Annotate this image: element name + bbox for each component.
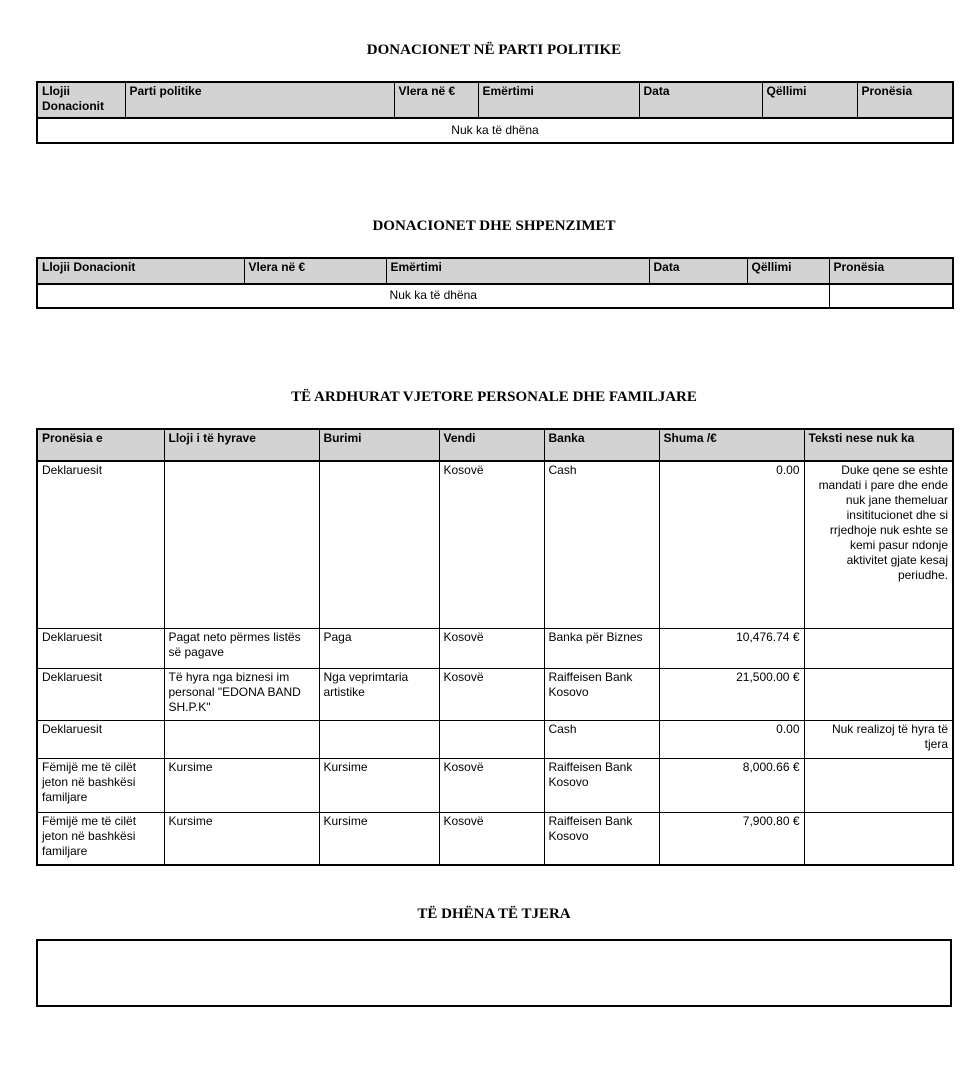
bank-cell: Raiffeisen Bank Kosovo bbox=[544, 668, 659, 720]
bank-cell: Raiffeisen Bank Kosovo bbox=[544, 812, 659, 865]
annual-income-table bbox=[36, 428, 954, 866]
source-cell bbox=[319, 720, 439, 758]
amount-cell: 7,900.80 € bbox=[659, 812, 804, 865]
ownership-cell: Deklaruesit bbox=[37, 720, 164, 758]
table-row bbox=[37, 668, 953, 720]
table-header-row bbox=[37, 258, 953, 284]
no-data-cell: Nuk ka të dhëna bbox=[37, 118, 953, 143]
column-header: Pronësia bbox=[857, 82, 953, 118]
donations-parties-table bbox=[36, 81, 954, 144]
table-row bbox=[37, 118, 953, 143]
amount-cell: 10,476.74 € bbox=[659, 628, 804, 668]
amount-cell: 0.00 bbox=[659, 720, 804, 758]
amount-cell: 8,000.66 € bbox=[659, 758, 804, 812]
document-page bbox=[36, 42, 952, 1007]
ownership-cell: Deklaruesit bbox=[37, 461, 164, 628]
table-header-row bbox=[37, 429, 953, 461]
amount-cell: 0.00 bbox=[659, 461, 804, 628]
country-cell: Kosovë bbox=[439, 628, 544, 668]
note-cell bbox=[804, 628, 953, 668]
income-type-cell: Kursime bbox=[164, 758, 319, 812]
column-header: Burimi bbox=[319, 429, 439, 461]
column-header: Llojii Donacionit bbox=[37, 82, 125, 118]
column-header: Pronësia e bbox=[37, 429, 164, 461]
income-type-cell: Pagat neto përmes listës së pagave bbox=[164, 628, 319, 668]
note-cell bbox=[804, 668, 953, 720]
country-cell: Kosovë bbox=[439, 812, 544, 865]
country-cell: Kosovë bbox=[439, 668, 544, 720]
no-data-cell: Nuk ka të dhëna bbox=[37, 284, 829, 308]
ownership-cell: Fëmijë me të cilët jeton në bashkësi familjare bbox=[37, 812, 164, 865]
other-data-box bbox=[36, 939, 952, 1007]
column-header: Parti politike bbox=[125, 82, 394, 118]
column-header: Qëllimi bbox=[747, 258, 829, 284]
country-cell: Kosovë bbox=[439, 461, 544, 628]
source-cell: Paga bbox=[319, 628, 439, 668]
section-title-donations-expenses: DONACIONET DHE SHPENZIMET bbox=[372, 218, 616, 234]
column-header: Teksti nese nuk ka bbox=[804, 429, 953, 461]
empty-cell bbox=[829, 284, 953, 308]
column-header: Emërtimi bbox=[386, 258, 649, 284]
bank-cell: Banka për Biznes bbox=[544, 628, 659, 668]
source-cell bbox=[319, 461, 439, 628]
note-cell bbox=[804, 812, 953, 865]
bank-cell: Cash bbox=[544, 461, 659, 628]
country-cell: Kosovë bbox=[439, 758, 544, 812]
column-header: Vlera në € bbox=[244, 258, 386, 284]
bank-cell: Cash bbox=[544, 720, 659, 758]
column-header: Pronësia bbox=[829, 258, 953, 284]
table-row bbox=[37, 628, 953, 668]
column-header: Vendi bbox=[439, 429, 544, 461]
column-header: Banka bbox=[544, 429, 659, 461]
column-header: Shuma /€ bbox=[659, 429, 804, 461]
column-header: Llojii Donacionit bbox=[37, 258, 244, 284]
table-row bbox=[37, 720, 953, 758]
ownership-cell: Deklaruesit bbox=[37, 668, 164, 720]
ownership-cell: Fëmijë me të cilët jeton në bashkësi familjare bbox=[37, 758, 164, 812]
table-row bbox=[37, 284, 953, 308]
income-type-cell bbox=[164, 461, 319, 628]
income-type-cell: Të hyra nga biznesi im personal "EDONA BAND SH.P.K" bbox=[164, 668, 319, 720]
column-header: Data bbox=[649, 258, 747, 284]
table-row bbox=[37, 461, 953, 628]
column-header: Lloji i të hyrave bbox=[164, 429, 319, 461]
column-header: Emërtimi bbox=[478, 82, 639, 118]
note-cell: Nuk realizoj të hyra të tjera bbox=[804, 720, 953, 758]
country-cell bbox=[439, 720, 544, 758]
column-header: Data bbox=[639, 82, 762, 118]
section-title-annual-income: TË ARDHURAT VJETORE PERSONALE DHE FAMILJARE bbox=[291, 389, 697, 405]
note-cell bbox=[804, 758, 953, 812]
bank-cell: Raiffeisen Bank Kosovo bbox=[544, 758, 659, 812]
table-header-row bbox=[37, 82, 953, 118]
note-cell: Duke qene se eshte mandati i pare dhe ende nuk jane themeluar insititucionet dhe si rrjedhoje nuk eshte se kemi pasur ndonje aktivitet gjate kesaj periudhe. bbox=[804, 461, 953, 628]
amount-cell: 21,500.00 € bbox=[659, 668, 804, 720]
column-header: Qëllimi bbox=[762, 82, 857, 118]
income-type-cell: Kursime bbox=[164, 812, 319, 865]
section-title-donations-parties: DONACIONET NË PARTI POLITIKE bbox=[366, 42, 622, 58]
source-cell: Kursime bbox=[319, 812, 439, 865]
ownership-cell: Deklaruesit bbox=[37, 628, 164, 668]
source-cell: Kursime bbox=[319, 758, 439, 812]
table-row bbox=[37, 812, 953, 865]
income-type-cell bbox=[164, 720, 319, 758]
section-title-other-data: TË DHËNA TË TJERA bbox=[417, 906, 571, 922]
column-header: Vlera në € bbox=[394, 82, 478, 118]
donations-expenses-table bbox=[36, 257, 954, 309]
table-row bbox=[37, 758, 953, 812]
source-cell: Nga veprimtaria artistike bbox=[319, 668, 439, 720]
